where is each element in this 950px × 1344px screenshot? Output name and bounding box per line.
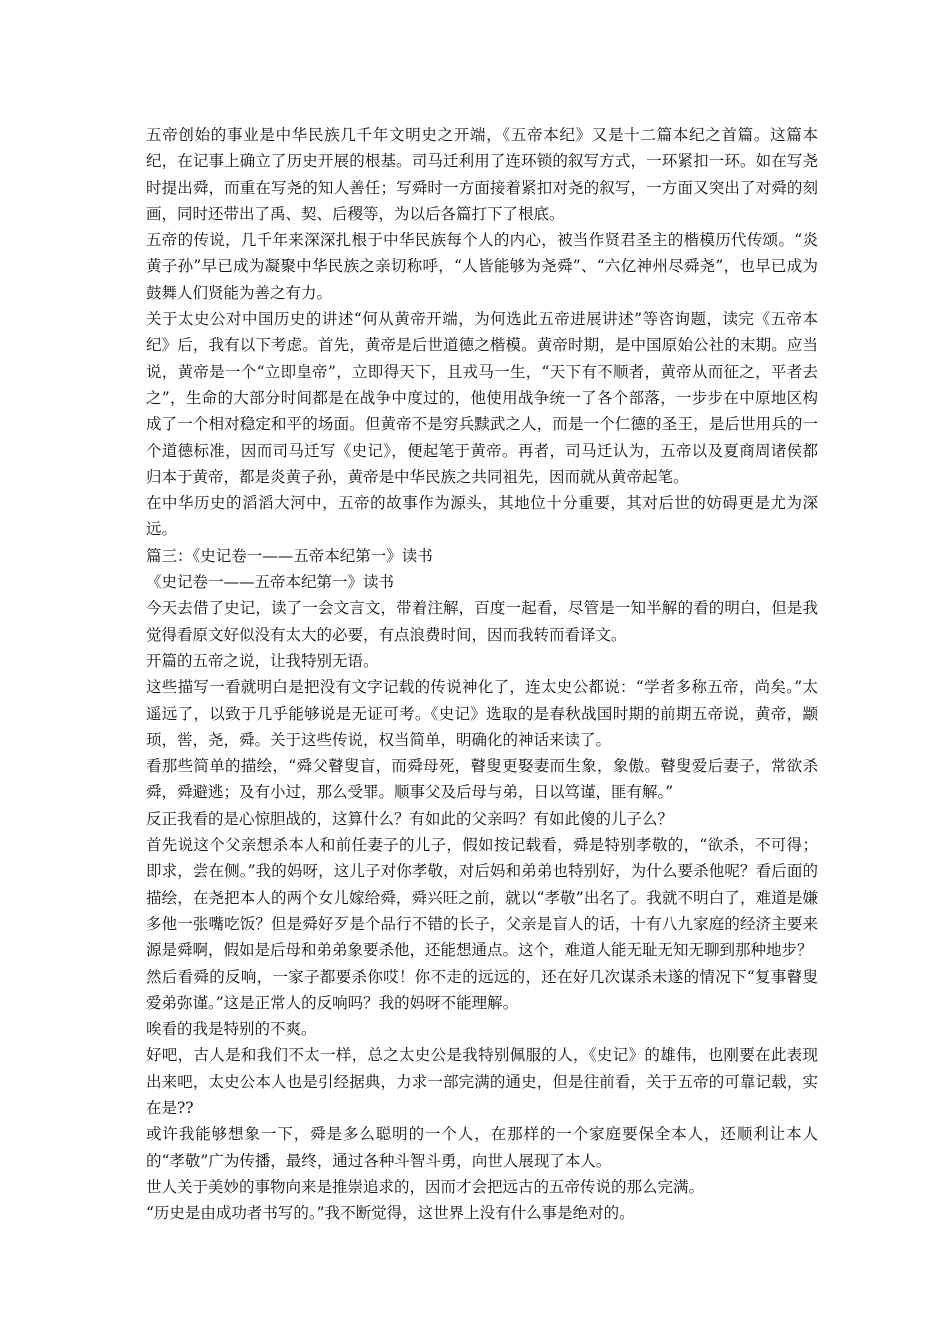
paragraph: 然后看舜的反响，一家子都要杀你哎！你不走的远远的，还在好几次谋杀未遂的情况下“复事瞽叟爱弟弥谨。”这是正常人的反响吗？我的妈呀不能理解。	[146, 967, 818, 1012]
paragraph: 好吧，古人是和我们不太一样，总之太史公是我特别佩服的人，《史记》的雄伟，也刚要在此表现出来吧，太史公本人也是引经据典，力求一部完满的通史，但是往前看，关于五帝的可靠记载，实在是??	[146, 1046, 818, 1117]
paragraph: “历史是由成功者书写的。”我不断觉得，这世界上没有什么事是绝对的。	[146, 1204, 635, 1223]
paragraph: 或许我能够想象一下，舜是多么聪明的一个人，在那样的一个家庭要保全本人，还顺利让本人的“孝敬”广为传播，最终，通过各种斗智斗勇，向世人展现了本人。	[146, 1125, 818, 1170]
paragraph: 反正我看的是心惊胆战的，这算什么？有如此的父亲吗？有如此傻的儿子么？	[146, 809, 674, 828]
paragraph: 今天去借了史记，读了一会文言文，带着注解，百度一起看，尽管是一知半解的看的明白，但是我觉得看原文好似没有太大的必要，有点浪费时间，因而我转而看译文。	[146, 599, 818, 644]
paragraph: 关于太史公对中国历史的讲述“何从黄帝开端，为何选此五帝进展讲述”等咨询题，读完《五帝本纪》后，我有以下考虑。首先，黄帝是后世道德之楷模。黄帝时期，是中国原始公社的末期。应当说，黄帝是一个“立即皇帝”，立即得天下，且戎马一生，“天下有不顺者，黄帝从而征之，平者去之”，生命的大部分时间都是在战争中度过的，他使用战争统一了各个部落，一步步在中原地区构成了一个相对稳定和平的场面。但黄帝不是穷兵黩武之人，而是一个仁德的圣王，是后世用兵的一个道德标准，因而司马迁写《史记》，便起笔于黄帝。再者，司马迁认为，五帝以及夏商周诸侯都归本于黄帝，都是炎黄子孙，黄帝是中华民族之共同祖先，因而就从黄帝起笔。	[146, 310, 818, 486]
document-body	[146, 122, 818, 1226]
section-subheading: 《史记卷一——五帝本纪第一》读书	[146, 573, 395, 592]
section-heading: 篇三：《史记卷一——五帝本纪第一》读书	[146, 546, 433, 565]
paragraph: 这些描写一看就明白是把没有文字记载的传说神化了，连太史公都说：“学者多称五帝，尚矣。”太遥远了，以致于几乎能够说是无证可考。《史记》选取的是春秋战国时期的前期五帝说，黄帝，颛顼，喾，尧，舜。关于这些传说，权当简单，明确化的神话来读了。	[146, 678, 818, 749]
paragraph: 五帝创始的事业是中华民族几千年文明史之开端，《五帝本纪》又是十二篇本纪之首篇。这篇本纪，在记事上确立了历史开展的根基。司马迁利用了连环锁的叙写方式，一环紧扣一环。如在写尧时提出舜，而重在写尧的知人善任；写舜时一方面接着紧扣对尧的叙写，一方面又突出了对舜的刻画，同时还带出了禹、契、后稷等，为以后各篇打下了根底。	[146, 126, 818, 223]
paragraph: 看那些简单的描绘，“舜父瞽叟盲，而舜母死，瞽叟更娶妻而生象，象傲。瞽叟爱后妻子，常欲杀舜，舜避逃；及有小过，那么受罪。顺事父及后母与弟，日以笃谨，匪有解。”	[146, 757, 818, 802]
paragraph: 开篇的五帝之说，让我特别无语。	[146, 651, 379, 670]
paragraph: 首先说这个父亲想杀本人和前任妻子的儿子，假如按记载看，舜是特别孝敬的，“欲杀，不可得；即求，尝在侧。”我的妈呀，这儿子对你孝敬，对后妈和弟弟也特别好，为什么要杀他呢？看后面的描绘，在尧把本人的两个女儿嫁给舜，舜兴旺之前，就以“孝敬”出名了。我就不明白了，难道是嫌多他一张嘴吃饭？但是舜好歹是个品行不错的长子，父亲是盲人的话，十有八九家庭的经济主要来源是舜啊，假如是后母和弟弟象要杀他，还能想通点。这个，难道人能无耻无知无聊到那种地步？	[146, 836, 818, 960]
paragraph: 唉看的我是特别的不爽。	[146, 1020, 317, 1039]
paragraph: 在中华历史的滔滔大河中，五帝的故事作为源头，其地位十分重要，其对后世的妨碍更是尤为深远。	[146, 494, 818, 539]
paragraph: 五帝的传说，几千年来深深扎根于中华民族每个人的内心，被当作贤君圣主的楷模历代传颂。“炎黄子孙”早已成为凝聚中华民族之亲切称呼，“人皆能够为尧舜”、“六亿神州尽舜尧”，也早已成为鼓舞人们贤能为善之有力。	[146, 231, 818, 302]
paragraph: 世人关于美妙的事物向来是推崇追求的，因而才会把远古的五帝传说的那么完满。	[146, 1177, 705, 1196]
